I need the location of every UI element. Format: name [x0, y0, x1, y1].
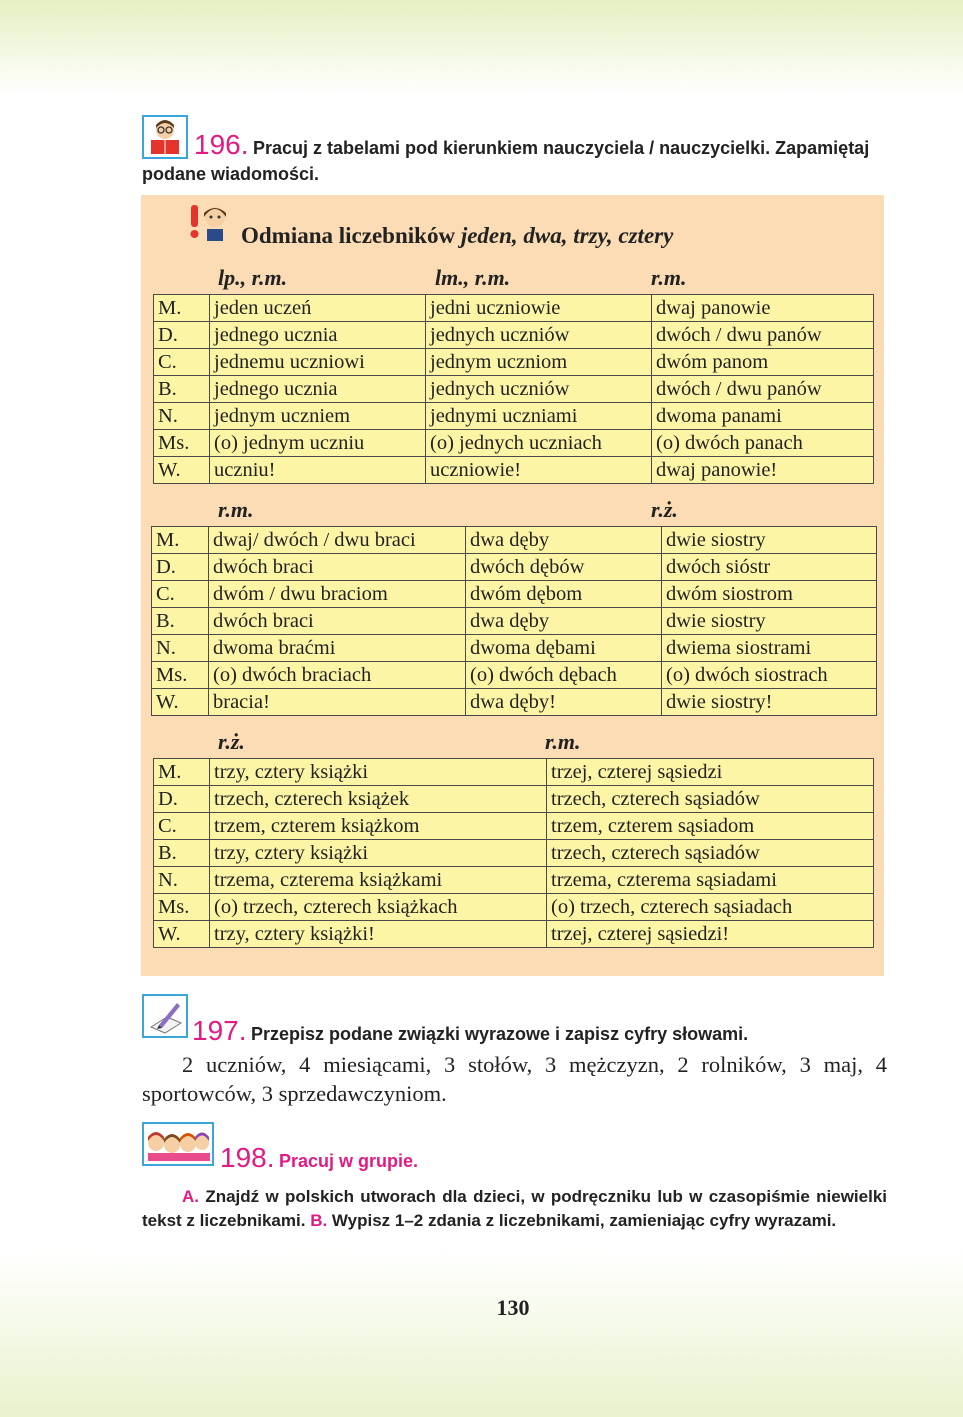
form-cell: dwóm siostrom: [662, 581, 877, 608]
form-cell: jednych uczniów: [426, 322, 652, 349]
task-label-a: A.: [182, 1187, 199, 1206]
table-row: [152, 608, 877, 635]
case-label-cell: C.: [154, 349, 210, 376]
table2-header-col1: r.m.: [218, 497, 254, 522]
table-row: [154, 322, 874, 349]
task-text-b: Wypisz 1–2 zdania z liczebnikami, zamieniając cyfry wyrazami.: [327, 1211, 837, 1230]
form-cell: dwa dęby: [466, 608, 662, 635]
exercise-197-header: [142, 1015, 748, 1047]
form-cell: dwóch braci: [209, 554, 466, 581]
table-row: [154, 295, 874, 322]
declension-panel: [141, 195, 884, 976]
table-row: [154, 457, 874, 484]
task-label-b: B.: [310, 1211, 328, 1230]
case-label-cell: N.: [152, 635, 209, 662]
form-cell: (o) jednych uczniach: [426, 430, 652, 457]
case-label-cell: M.: [154, 295, 210, 322]
form-cell: trzy, cztery książki: [210, 840, 547, 867]
form-cell: dwóm panom: [652, 349, 874, 376]
table3-header-col1: r.ż.: [218, 729, 245, 754]
case-label-cell: N.: [154, 403, 210, 430]
form-cell: dwie siostry!: [662, 689, 877, 716]
form-cell: trzej, czterej sąsiedzi: [547, 759, 874, 786]
exclamation-girl-icon: [187, 203, 231, 243]
table-jeden-dwa: [153, 294, 874, 484]
form-cell: trzem, czterem sąsiadom: [547, 813, 874, 840]
table-row: [154, 376, 874, 403]
form-cell: trzem, czterem książkom: [210, 813, 547, 840]
form-cell: trzech, czterech książek: [210, 786, 547, 813]
form-cell: dwóch / dwu panów: [652, 322, 874, 349]
case-label-cell: B.: [154, 840, 210, 867]
table-row: [152, 581, 877, 608]
table-dwa-dwie: [151, 526, 877, 716]
table-row: [154, 759, 874, 786]
form-cell: trzy, cztery książki: [210, 759, 547, 786]
form-cell: jednym uczniem: [210, 403, 426, 430]
exercise-197-text: 2 uczniów, 4 miesiącami, 3 stołów, 3 mężczyzn, 2 rolników, 3 maj, 4 sportowców, 3 sprzedawczyniom.: [142, 1052, 887, 1106]
exercise-198-text: [142, 1185, 887, 1233]
task-text-a: Znajdź w polskich utworach dla dzieci, w podręczniku lub w czasopiśmie niewielki tekst z liczebnikami.: [142, 1187, 887, 1230]
table2-header-col2: r.ż.: [651, 497, 678, 522]
form-cell: dwóch braci: [209, 608, 466, 635]
table-row: [152, 662, 877, 689]
form-cell: dwaj panowie: [652, 295, 874, 322]
case-label-cell: D.: [152, 554, 209, 581]
page-number: 130: [496, 1295, 530, 1320]
case-label-cell: W.: [154, 457, 210, 484]
form-cell: (o) dwóch siostrach: [662, 662, 877, 689]
exercise-instruction: Pracuj z tabelami pod kierunkiem nauczyciela / nauczycielki. Zapamiętaj podane wiadomości.: [142, 138, 870, 184]
exercise-198-header: [142, 1142, 418, 1174]
form-cell: (o) dwóch braciach: [209, 662, 466, 689]
table-row: [152, 554, 877, 581]
case-label-cell: C.: [152, 581, 209, 608]
case-label-cell: B.: [152, 608, 209, 635]
form-cell: dwoma braćmi: [209, 635, 466, 662]
form-cell: jednym uczniom: [426, 349, 652, 376]
form-cell: dwóch sióstr: [662, 554, 877, 581]
table1-header-col3: r.m.: [651, 265, 687, 290]
table-row: [154, 349, 874, 376]
exercise-number: 197.: [192, 1015, 247, 1046]
form-cell: trzema, czterema książkami: [210, 867, 547, 894]
form-cell: jeden uczeń: [210, 295, 426, 322]
panel-title: Odmiana liczebników jeden, dwa, trzy, cztery: [241, 223, 674, 248]
form-cell: dwoma dębami: [466, 635, 662, 662]
form-cell: trzy, cztery książki!: [210, 921, 547, 948]
case-label-cell: B.: [154, 376, 210, 403]
form-cell: dwoma panami: [652, 403, 874, 430]
case-label-cell: D.: [154, 322, 210, 349]
case-label-cell: Ms.: [154, 430, 210, 457]
exercise-196-header: [142, 129, 887, 188]
form-cell: trzech, czterech sąsiadów: [547, 840, 874, 867]
case-label-cell: D.: [154, 786, 210, 813]
form-cell: dwóm dębom: [466, 581, 662, 608]
form-cell: dwaj/ dwóch / dwu braci: [209, 527, 466, 554]
form-cell: jednych uczniów: [426, 376, 652, 403]
table-row: [154, 921, 874, 948]
form-cell: uczniowie!: [426, 457, 652, 484]
table-row: [154, 840, 874, 867]
form-cell: (o) trzech, czterech książkach: [210, 894, 547, 921]
case-label-cell: M.: [152, 527, 209, 554]
form-cell: jednego ucznia: [210, 376, 426, 403]
table3-header-col2: r.m.: [545, 729, 581, 754]
form-cell: (o) jednym uczniu: [210, 430, 426, 457]
form-cell: dwie siostry: [662, 527, 877, 554]
form-cell: trzema, czterema sąsiadami: [547, 867, 874, 894]
panel-title-italic: jeden, dwa, trzy, cztery: [460, 223, 674, 248]
form-cell: dwa dęby!: [466, 689, 662, 716]
table-row: [154, 786, 874, 813]
form-cell: trzech, czterech sąsiadów: [547, 786, 874, 813]
case-label-cell: Ms.: [154, 894, 210, 921]
form-cell: (o) dwóch panach: [652, 430, 874, 457]
form-cell: dwa dęby: [466, 527, 662, 554]
form-cell: (o) trzech, czterech sąsiadach: [547, 894, 874, 921]
table1-header-col1: lp., r.m.: [218, 265, 288, 290]
case-label-cell: M.: [154, 759, 210, 786]
form-cell: jednemu uczniowi: [210, 349, 426, 376]
form-cell: dwóm / dwu braciom: [209, 581, 466, 608]
form-cell: dwóch dębów: [466, 554, 662, 581]
form-cell: jedni uczniowie: [426, 295, 652, 322]
table1-header-col2: lm., r.m.: [435, 265, 511, 290]
table-trzy-cztery: [153, 758, 874, 948]
table-row: [154, 867, 874, 894]
form-cell: bracia!: [209, 689, 466, 716]
case-label-cell: C.: [154, 813, 210, 840]
form-cell: (o) dwóch dębach: [466, 662, 662, 689]
table-row: [154, 813, 874, 840]
case-label-cell: Ms.: [152, 662, 209, 689]
exercise-number: 198.: [220, 1142, 275, 1173]
table-row: [154, 894, 874, 921]
form-cell: dwie siostry: [662, 608, 877, 635]
form-cell: dwiema siostrami: [662, 635, 877, 662]
case-label-cell: W.: [154, 921, 210, 948]
form-cell: dwóch / dwu panów: [652, 376, 874, 403]
table-row: [154, 430, 874, 457]
table-row: [154, 403, 874, 430]
form-cell: jednymi uczniami: [426, 403, 652, 430]
form-cell: jednego ucznia: [210, 322, 426, 349]
table-row: [152, 527, 877, 554]
form-cell: trzej, czterej sąsiedzi!: [547, 921, 874, 948]
exercise-number: 196.: [194, 129, 249, 160]
table-row: [152, 689, 877, 716]
table-row: [152, 635, 877, 662]
form-cell: uczniu!: [210, 457, 426, 484]
exercise-instruction: Przepisz podane związki wyrazowe i zapisz cyfry słowami.: [250, 1024, 749, 1044]
form-cell: dwaj panowie!: [652, 457, 874, 484]
case-label-cell: N.: [154, 867, 210, 894]
exercise-instruction: Pracuj w grupie.: [278, 1151, 418, 1171]
case-label-cell: W.: [152, 689, 209, 716]
